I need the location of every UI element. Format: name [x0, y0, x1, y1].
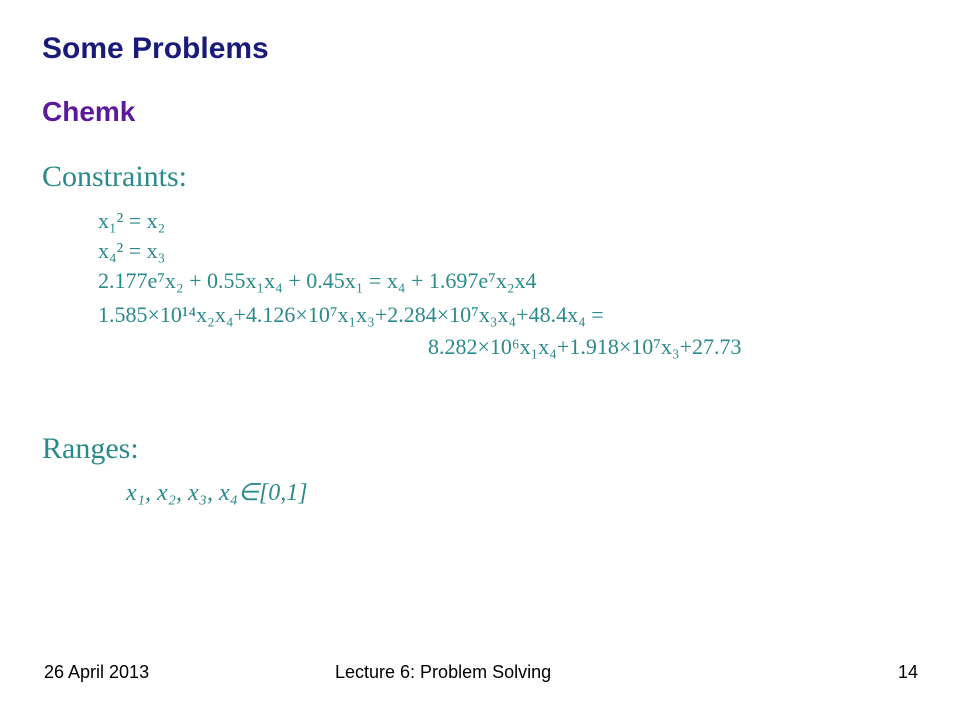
- equation-4: [98, 304, 604, 326]
- equation-4-text: 1.585×10¹⁴x₂x₄+4.126×10⁷x₁x₃+2.284×10⁷x₃x₄+48.4x₄ =: [98, 302, 604, 327]
- equation-1-text: x₁² = x₂: [98, 208, 166, 233]
- slide-subtitle: Chemk: [42, 96, 136, 127]
- equation-2: [98, 240, 165, 262]
- ranges-heading: Ranges:: [42, 432, 139, 465]
- footer-lecture: Lecture 6: Problem Solving: [335, 662, 552, 682]
- constraints-heading: Constraints:: [42, 160, 188, 193]
- range-text: x₁, x₂, x₃, x₄∈[0,1]: [126, 480, 308, 506]
- slide-title: Some Problems: [42, 32, 269, 65]
- equation-1: [98, 210, 165, 232]
- equation-2-text: x₄² = x₃: [98, 238, 166, 263]
- equation-3-text: 2.177e⁷x₂ + 0.55x₁x₄ + 0.45x₁ = x₄ + 1.697e⁷x₂x4: [98, 268, 537, 293]
- footer-date: 26 April 2013: [44, 662, 150, 682]
- equation-3: [98, 270, 537, 292]
- range-expression: [126, 478, 308, 507]
- footer-page-number: 14: [898, 662, 919, 682]
- equation-5-text: 8.282×10⁶x₁x₄+1.918×10⁷x₃+27.73: [428, 334, 742, 359]
- equation-5: [428, 336, 741, 358]
